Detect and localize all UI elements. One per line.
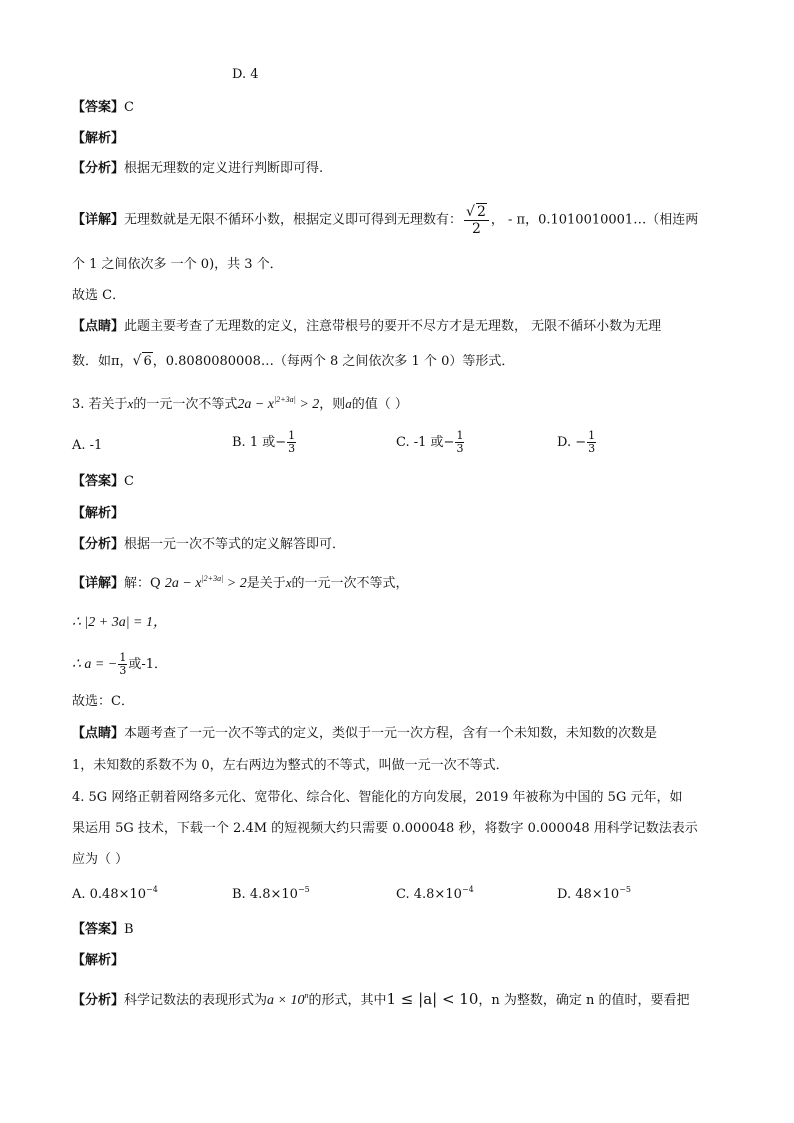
q3-expr: 2a − x	[237, 397, 275, 412]
q3-conclusion: 故选：C．	[72, 694, 134, 709]
answer-tag: 【答案】	[72, 100, 125, 115]
fenxi-text-a: 科学记数法的表现形式为	[124, 993, 268, 1008]
q3-option-d	[557, 430, 597, 455]
option-a-exp: −4	[146, 885, 158, 894]
q3-dianjing-line1	[72, 725, 657, 743]
fenxi-range: 1 ≤ |a| < 10	[386, 990, 479, 1008]
xiangjie-text-a: 解：Q	[124, 576, 165, 591]
analysis-tag: 【解析】	[72, 131, 125, 146]
q4-fenxi	[72, 990, 690, 1010]
dianjing-text-b: ，0.8080080008…（每两个 8 之间依次多 1 个 0）等形式．	[152, 354, 515, 369]
frac-denominator: 2	[471, 221, 481, 237]
answer-tag: 【答案】	[72, 922, 125, 937]
option-d-exp: −5	[619, 885, 631, 894]
xiangjie-expr: 2a − x	[164, 576, 202, 591]
frac-den: 3	[588, 442, 596, 455]
xiangjie-tag: 【详解】	[72, 212, 125, 228]
dianjing-text-a: 数．如π，	[72, 354, 133, 369]
q3-step1: ∴ |2 + 3a| = 1，	[72, 615, 167, 630]
xiangjie-gt: > 2	[223, 576, 247, 591]
q3-option-c-text: C. -1 或−	[396, 435, 455, 450]
q3-option-b	[232, 430, 297, 455]
q3-stem-b: 的一元一次不等式	[133, 397, 238, 412]
xiangjie-tag: 【详解】	[72, 576, 125, 591]
q4-option-b	[232, 886, 310, 904]
sqrt-content: 2	[476, 204, 486, 220]
q3-step2	[72, 652, 167, 677]
q3-option-b-text: B. 1 或−	[232, 435, 287, 450]
q3-stem-d: 的值（ ）	[351, 397, 408, 412]
fenxi-text: 根据无理数的定义进行判断即可得.	[124, 161, 324, 176]
q3-stem-c: ，则	[319, 397, 346, 412]
q2-xiangjie-line2: 个 1 之间依次多 一个 0)，共 3 个．	[72, 257, 283, 272]
q3-inequality	[237, 397, 319, 412]
q4-stem-line3: 应为（ ）	[72, 852, 129, 867]
q3-answer-line	[72, 473, 134, 491]
option-b-base: B. 4.8×10	[232, 887, 298, 902]
q4-stem-line2: 果运用 5G 技术，下载一个 2.4M 的短视频大约只需要 0.000048 秒，将数字 0.000048 用科学记数法表示	[72, 821, 698, 836]
q3-option-c	[396, 430, 465, 455]
answer-value: C	[124, 474, 134, 489]
answer-value: C	[124, 100, 134, 115]
q2-analysis-tag	[72, 130, 124, 148]
q2-conclusion: 故选 C．	[72, 288, 126, 303]
xiangjie-var-x: x	[285, 575, 292, 590]
q3-stem	[72, 395, 408, 414]
q4-option-d	[557, 886, 631, 904]
q2-answer-line	[72, 99, 134, 117]
q3-var-a: a	[345, 396, 352, 411]
frac-num: 1	[588, 429, 596, 442]
sqrt2-over-2: $\frac{√ 2}{2}$	[464, 203, 489, 237]
fenxi-exp: n	[304, 991, 309, 1000]
option-d-base: D. 48×10	[557, 887, 620, 902]
xiangjie-text-cont: ， - π，0.1010010001…（相连两	[490, 212, 699, 228]
fenxi-expr-wrap	[267, 993, 308, 1008]
dianjing-tag: 【点睛】	[72, 726, 125, 741]
q3-stem-a: 3. 若关于	[72, 397, 128, 412]
q4-answer-line	[72, 921, 134, 939]
analysis-tag: 【解析】	[72, 953, 125, 968]
fenxi-tag: 【分析】	[72, 993, 125, 1008]
option-a-base: A. 0.48×10	[72, 887, 147, 902]
fenxi-text: 根据一元一次不等式的定义解答即可．	[124, 537, 346, 552]
fenxi-expr: a × 10	[267, 993, 305, 1008]
q3-gt: > 2	[295, 397, 320, 412]
xiangjie-text: 无理数就是无限不循环小数，根据定义即可得到无理数有：	[124, 212, 463, 228]
xiangjie-text-b: 是关于	[246, 576, 286, 591]
xiangjie-exponent: |2+3a|	[201, 574, 224, 583]
q2-fenxi	[72, 160, 323, 178]
fenxi-text-c: ，n 为整数，确定 n 的值时，要看把	[478, 993, 690, 1008]
q3-var-x: x	[127, 396, 134, 411]
step2-post: 或-1．	[128, 657, 167, 672]
analysis-tag: 【解析】	[72, 506, 125, 521]
fenxi-tag: 【分析】	[72, 537, 125, 552]
q3-fenxi	[72, 536, 345, 554]
answer-value: B	[124, 922, 134, 937]
q2-option-d: D. 4	[232, 67, 259, 82]
q4-option-a	[72, 886, 158, 904]
frac-den: 3	[288, 442, 296, 455]
q2-dianjing-line2: 数．如π，√ 6，0.8080080008…（每两个 8 之间依次多 1 个 0）等形式．	[72, 353, 515, 369]
step2-pre: ∴ a = −	[72, 657, 118, 672]
q4-option-c	[396, 886, 474, 904]
dianjing-text: 本题考查了一元一次不等式的定义，类似于一元一次方程，含有一个未知数，未知数的次数是	[124, 726, 658, 741]
frac-den: 3	[456, 442, 464, 455]
dianjing-text: 此题主要考查了无理数的定义，注意带根号的要开不尽方才是无理数， 无限不循环小数为无理	[124, 319, 662, 334]
fenxi-text-b: 的形式，其中	[308, 993, 387, 1008]
frac-num: 1	[119, 651, 127, 664]
frac-num: 1	[456, 429, 464, 442]
q3-exponent: |2+3a|	[274, 395, 296, 404]
dianjing-tag: 【点睛】	[72, 319, 125, 334]
option-b-exp: −5	[297, 885, 310, 894]
sqrt6: 6	[143, 354, 152, 369]
frac-den: 3	[119, 664, 127, 677]
option-c-exp: −4	[461, 885, 474, 894]
q3-option-d-text: D. −	[557, 435, 587, 450]
fenxi-tag: 【分析】	[72, 161, 125, 176]
q2-dianjing-line1	[72, 318, 661, 336]
option-c-base: C. 4.8×10	[396, 887, 462, 902]
xiangjie-inequality	[165, 576, 247, 591]
frac-num: 1	[288, 429, 296, 442]
xiangjie-text-c: 的一元一次不等式，	[291, 576, 409, 591]
q4-stem-line1: 4. 5G 网络正朝着网络多元化、宽带化、综合化、智能化的方向发展，2019 年被称为中国的 5G 元年，如	[72, 790, 683, 805]
q3-option-a: A. -1	[72, 438, 103, 453]
answer-tag: 【答案】	[72, 474, 125, 489]
q4-analysis-tag	[72, 952, 124, 970]
q3-analysis-tag	[72, 505, 124, 523]
q3-dianjing-line2: 1，未知数的系数不为 0，左右两边为整式的不等式，叫做一元一次不等式．	[72, 758, 509, 773]
q2-xiangjie-line1	[72, 203, 698, 237]
q3-xiangjie	[72, 574, 409, 593]
